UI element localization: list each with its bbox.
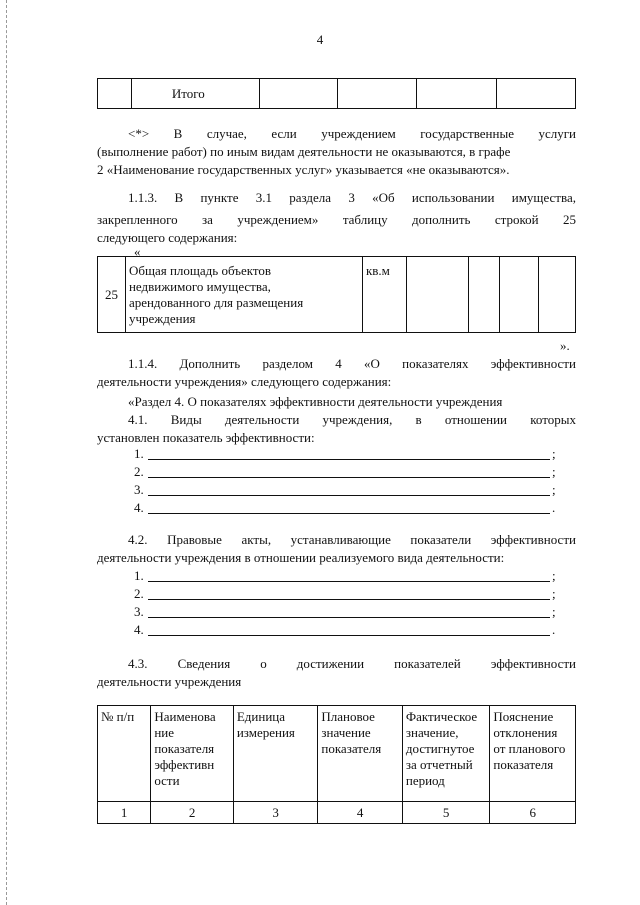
p43-word: достижении [296, 656, 365, 671]
p42-word: Правовые [167, 532, 222, 547]
p114-word: показателях [402, 356, 469, 371]
list2-end: ; [552, 604, 556, 619]
column-number: 4 [318, 802, 403, 824]
p114-word: эффективности [490, 356, 576, 371]
footnote-word: В [173, 126, 183, 141]
list2-end: ; [552, 568, 556, 583]
list2-fill-line [148, 581, 550, 582]
p42-word: эффективности [490, 532, 576, 547]
list1-num: 4. [134, 500, 144, 515]
footnote-word: если [271, 126, 297, 141]
row25-name-line: Общая площадь объектов [128, 263, 272, 278]
list1-num: 2. [134, 464, 144, 479]
footnote-line-1 [128, 126, 576, 142]
list1-end: ; [552, 482, 556, 497]
header-explanation: Пояснение отклонения от планового показателя [490, 706, 576, 802]
p114-line-1 [128, 356, 576, 372]
footnote-word: случае, [206, 126, 247, 141]
column-number: 2 [151, 802, 234, 824]
p42-word: показатели [410, 532, 472, 547]
header-num: № п/п [98, 706, 151, 802]
column-number: 1 [98, 802, 151, 824]
p114-word: 4 [335, 356, 342, 371]
p42-word: 4.2. [128, 532, 148, 547]
list2-fill-line [148, 635, 550, 636]
p43-word: показателей [394, 656, 461, 671]
p41-word: 4.1. [128, 412, 148, 427]
row25-table [97, 256, 576, 333]
p41-word: Виды [170, 412, 202, 427]
list1-num: 1. [134, 446, 144, 461]
column-number: 6 [490, 802, 576, 824]
p41-word: в [415, 412, 422, 427]
list1-fill-line [148, 477, 550, 478]
p114-word: разделом [262, 356, 313, 371]
p42-word: устанавливающие [290, 532, 391, 547]
header-planned: Плановое значение показателя [318, 706, 403, 802]
p113-word: В [174, 190, 184, 205]
list1-num: 3. [134, 482, 144, 497]
row25-name-line: недвижимого имущества, [128, 279, 271, 294]
efficiency-table [97, 705, 576, 824]
p113-word: учреждением» [237, 212, 319, 227]
footnote-word: государственные [420, 126, 514, 141]
header-indicator-name: Наименова ние показателя эффективн ости [151, 706, 234, 802]
efficiency-header-row [98, 706, 576, 802]
p113-line-2 [97, 212, 576, 228]
footnote-line-3: 2 «Наименование государственных услуг» указывается «не оказываются». [97, 162, 510, 177]
p113-word: 3.1 [255, 190, 272, 205]
p113-word: 1.1.3. [128, 190, 158, 205]
p41-word: которых [530, 412, 576, 427]
p114-line-2: деятельности учреждения» следующего содержания: [97, 374, 392, 389]
page-number: 4 [316, 32, 324, 47]
list2-end: . [552, 622, 556, 637]
list1-end: . [552, 500, 556, 515]
p113-word: 3 [348, 190, 355, 205]
p43-line-1 [128, 656, 576, 672]
p113-word: закрепленного [97, 212, 178, 227]
footnote-word: услуги [538, 126, 576, 141]
list2-end: ; [552, 586, 556, 601]
p43-line-2: деятельности учреждения [97, 674, 242, 689]
list1-fill-line [148, 459, 550, 460]
p42-line-2: деятельности учреждения в отношении реализуемого вида деятельности: [97, 550, 505, 565]
list1-fill-line [148, 495, 550, 496]
p114-word: 1.1.4. [128, 356, 158, 371]
p113-word: 25 [562, 212, 576, 227]
list2-fill-line [148, 599, 550, 600]
p113-word: за [202, 212, 213, 227]
row25-name [125, 257, 362, 333]
p113-word: пункте [200, 190, 239, 205]
p43-word: эффективности [490, 656, 576, 671]
efficiency-number-row [98, 802, 576, 824]
footnote-line-2: (выполнение работ) по иным видам деятельности не оказываются, в графе [97, 144, 511, 159]
open-quote: « [134, 244, 141, 259]
header-actual: Фактическое значение, достигнутое за отчетный период [402, 706, 490, 802]
column-number: 5 [402, 802, 490, 824]
p41-word: деятельности [224, 412, 300, 427]
list2-num: 4. [134, 622, 144, 637]
list2-num: 1. [134, 568, 144, 583]
column-number: 3 [233, 802, 318, 824]
row25-number: 25 [98, 257, 126, 333]
scan-edge [6, 0, 9, 905]
p41-word: отношении [444, 412, 508, 427]
row25-unit: кв.м [362, 257, 406, 333]
p113-line-1 [128, 190, 576, 206]
total-table [97, 78, 576, 109]
list2-num: 2. [134, 586, 144, 601]
close-quote: ». [560, 338, 570, 353]
p113-word: дополнить [412, 212, 471, 227]
list1-fill-line [148, 513, 550, 514]
p113-line-3: следующего содержания: [97, 230, 238, 245]
p113-word: имущества, [511, 190, 576, 205]
header-unit: Единица измерения [233, 706, 318, 802]
p41-word: учреждения, [322, 412, 393, 427]
list1-end: ; [552, 464, 556, 479]
list2-fill-line [148, 617, 550, 618]
p43-word: о [260, 656, 267, 671]
row25-name-line: арендованного для размещения [128, 295, 304, 310]
p113-word: использовании [411, 190, 495, 205]
p113-word: раздела [289, 190, 332, 205]
p42-line-1 [128, 532, 576, 548]
p42-word: акты, [241, 532, 272, 547]
row25-name-line: учреждения [128, 311, 196, 326]
section4-title: «Раздел 4. О показателях эффективности деятельности учреждения [128, 394, 503, 409]
p43-word: 4.3. [128, 656, 148, 671]
p41-line-2: установлен показатель эффективности: [97, 430, 315, 445]
p43-word: Сведения [177, 656, 231, 671]
p114-word: Дополнить [179, 356, 241, 371]
p114-word: «О [364, 356, 380, 371]
list2-num: 3. [134, 604, 144, 619]
p41-line-1 [128, 412, 576, 428]
footnote-word: учреждением [321, 126, 396, 141]
list1-end: ; [552, 446, 556, 461]
total-label: Итого [131, 79, 259, 109]
p113-word: строкой [494, 212, 539, 227]
p113-word: «Об [372, 190, 395, 205]
footnote-word: <*> [128, 126, 150, 141]
p113-word: таблицу [342, 212, 388, 227]
